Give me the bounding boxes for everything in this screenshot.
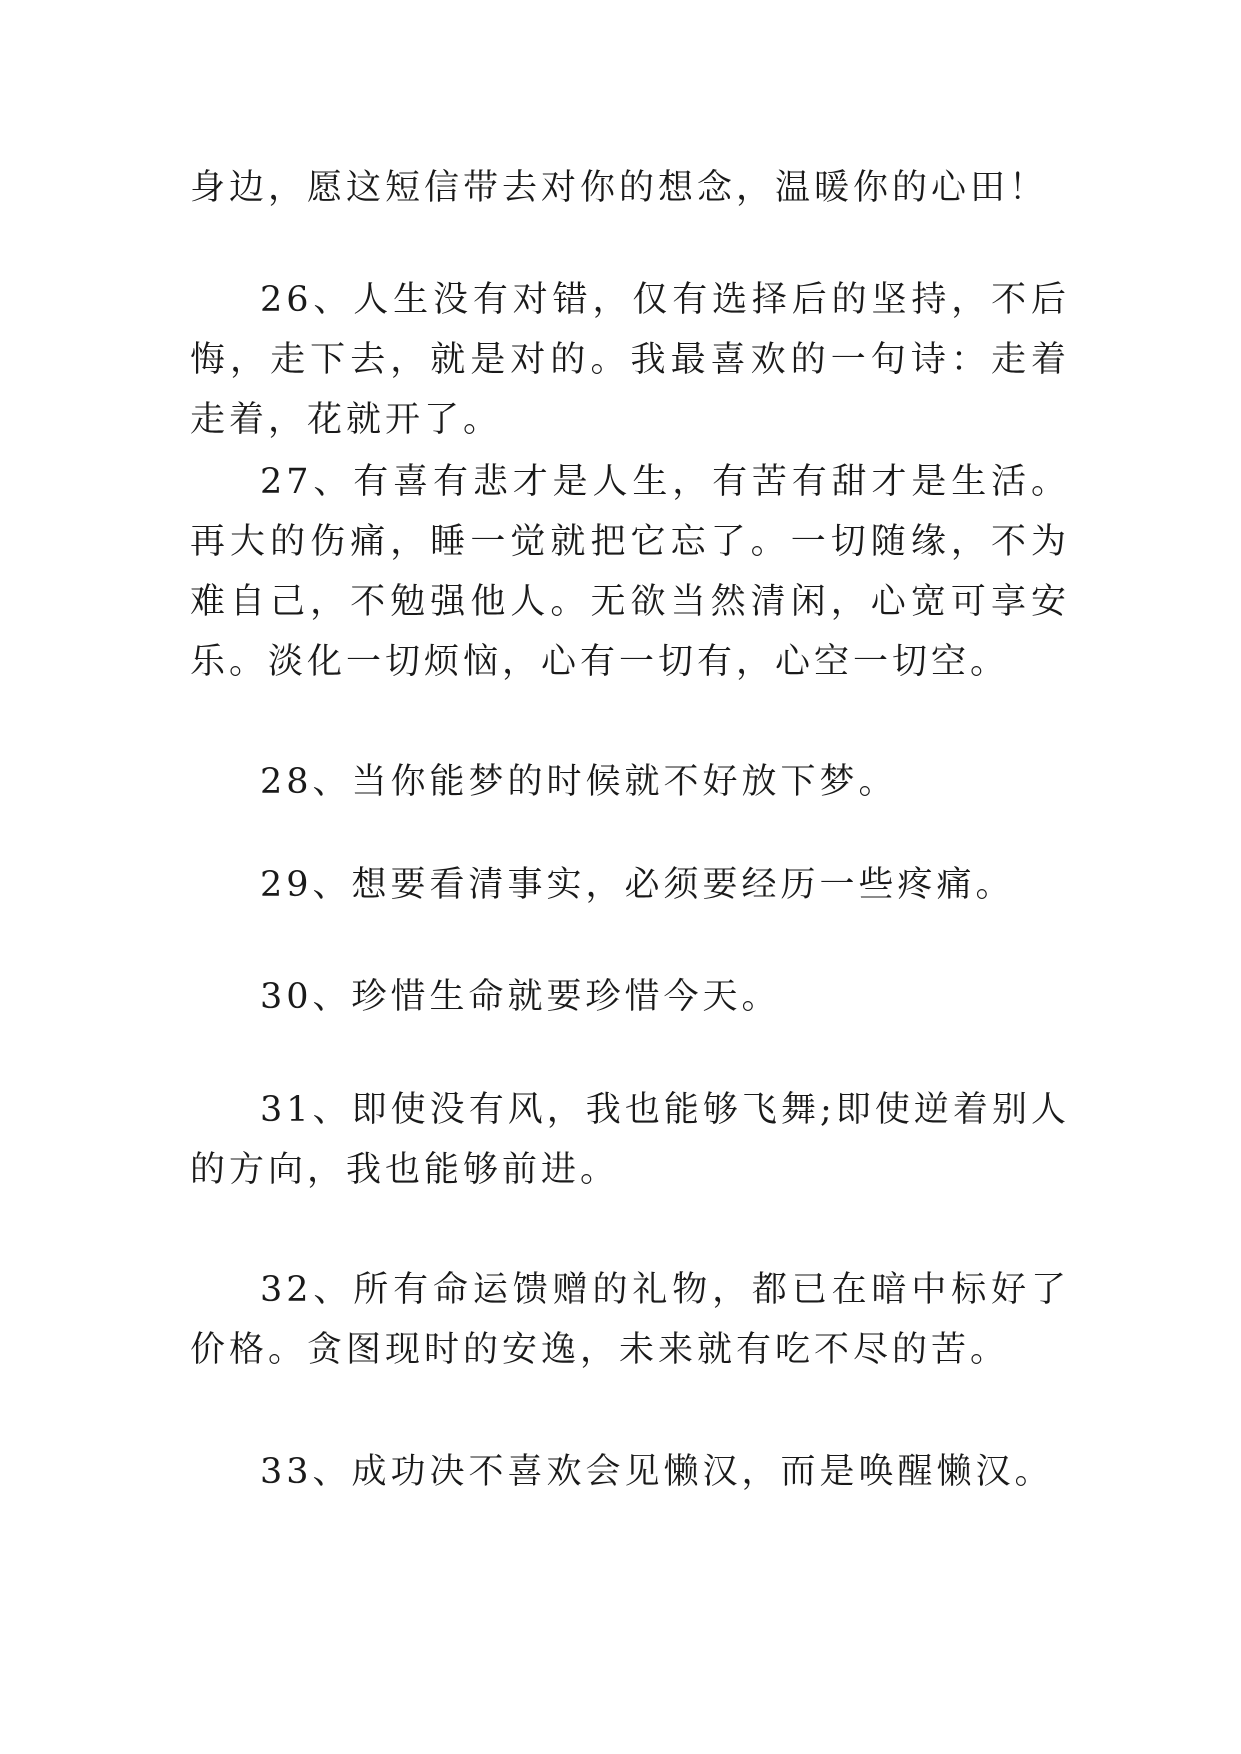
paragraph-29: 29、想要看清事实，必须要经历一些疼痛。 xyxy=(260,865,1015,905)
paragraph-33: 33、成功决不喜欢会见懒汉，而是唤醒懒汉。 xyxy=(260,1452,1054,1492)
paragraph-30: 30、珍惜生命就要珍惜今天。 xyxy=(260,977,781,1017)
paragraph-32: 32、所有命运馈赠的礼物，都已在暗中标好了价格。贪图现时的安逸，未来就有吃不尽的苦。 xyxy=(190,1270,1070,1370)
paragraph-27: 27、有喜有悲才是人生，有苦有甜才是生活。再大的伤痛，睡一觉就把它忘了。一切随缘，不为难自己，不勉强他人。无欲当然清闲，心宽可享安乐。淡化一切烦恼，心有一切有，心空一切空。 xyxy=(190,462,1070,682)
paragraph-28: 28、当你能梦的时候就不好放下梦。 xyxy=(260,762,898,802)
paragraph-31: 31、即使没有风，我也能够飞舞;即使逆着别人的方向，我也能够前进。 xyxy=(190,1090,1070,1190)
paragraph-continuation: 身边，愿这短信带去对你的想念，温暖你的心田！ xyxy=(190,168,1049,208)
paragraph-26: 26、人生没有对错，仅有选择后的坚持，不后悔，走下去，就是对的。我最喜欢的一句诗：走着走着，花就开了。 xyxy=(190,280,1070,440)
